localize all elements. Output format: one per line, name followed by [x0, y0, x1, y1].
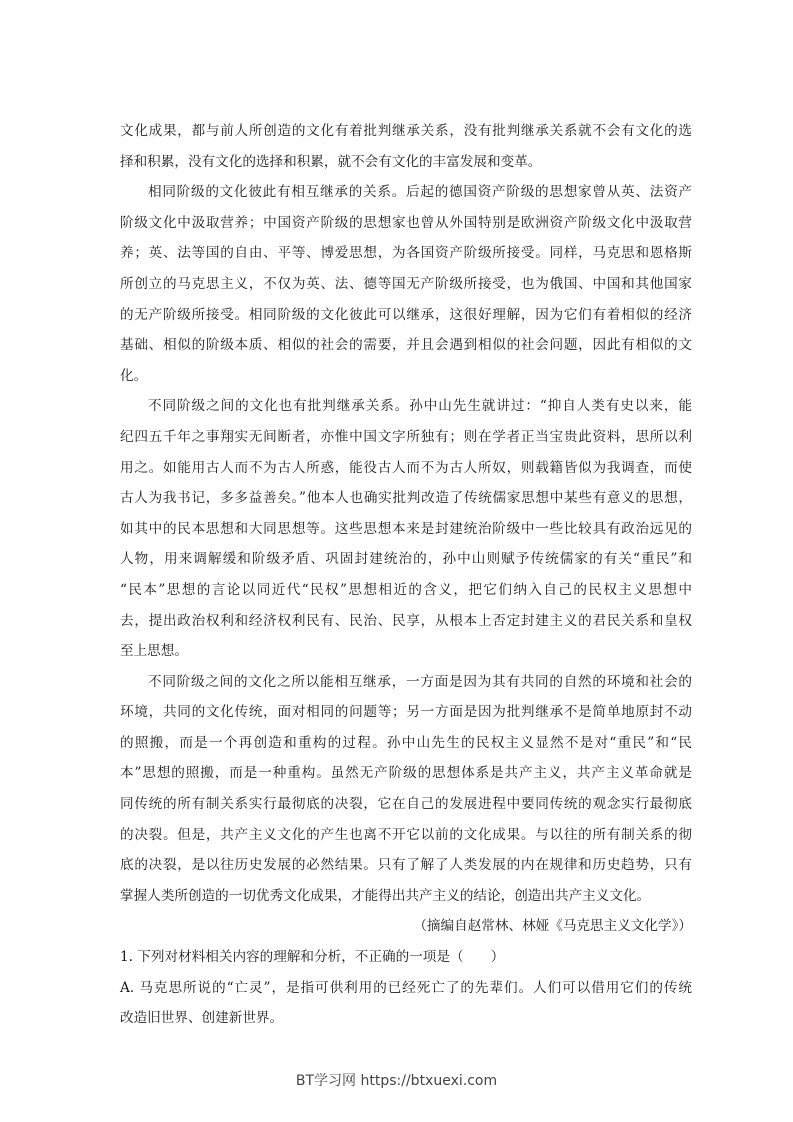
text-line: 古人为我书记，多多益善矣。”他本人也确实批判改造了传统儒家思想中某些有意义的思想，	[120, 490, 692, 507]
text-line: 至上思想。	[120, 643, 188, 660]
footer-watermark: BT学习网 https://btxuexi.com	[295, 1073, 498, 1089]
text-line: 环境，共同的文化传统，面对相同的问题等；另一方面是因为批判继承不是简单地原封不动	[120, 704, 692, 721]
text-line: “民本”思想的言论以同近代“民权”思想相近的含义，把它们纳入自己的民权主义思想中	[120, 581, 692, 598]
document-body	[120, 116, 692, 1034]
paragraph-3	[120, 391, 692, 666]
text-line: 文化成果，都与前人所创造的文化有着批判继承关系，没有批判继承关系就不会有文化的选	[120, 123, 692, 139]
text-line: 相同阶级的文化彼此有相互继承的关系。后起的德国资产阶级的思想家曾从英、法资产	[148, 184, 692, 201]
text-line: 底的决裂，是以往历史发展的必然结果。只有了解了人类发展的内在规律和历史趋势，只有	[120, 857, 692, 874]
text-line: 所创立的马克思主义，不仅为英、法、德等国无产阶级所接受，也为俄国、中国和其他国家	[120, 275, 692, 292]
text-line: A. 马克思所说的“亡灵”，是指可供利用的已经死亡了的先辈们。人们可以借用它们的传统	[120, 979, 692, 996]
text-line: 人物，用来调解缓和阶级矛盾、巩固封建统治的，孙中山则赋予传统儒家的有关“重民”和	[120, 551, 692, 568]
text-line: 阶级文化中汲取营养；中国资产阶级的思想家也曾从外国特别是欧洲资产阶级文化中汲取营	[120, 214, 692, 231]
text-line: 同传统的所有制关系实行最彻底的决裂，它在自己的发展进程中要同传统的观念实行最彻底	[120, 796, 692, 813]
text-line: 的无产阶级所接受。相同阶级的文化彼此可以继承，这很好理解，因为它们有着相似的经济	[120, 306, 692, 323]
text-line: 掌握人类所创造的一切优秀文化成果，才能得出共产主义的结论，创造出共产主义文化。	[120, 887, 651, 904]
option-a	[120, 973, 692, 1034]
text-line: 择和积累，没有文化的选择和积累，就不会有文化的丰富发展和变革。	[120, 153, 542, 170]
question-1: 1. 下列对材料相关内容的理解和分析，不正确的一项是（ ）	[120, 949, 505, 966]
text-line: 纪四五千年之事翔实无间断者，亦惟中国文字所独有；则在学者正当宝贵此资料，思所以利	[120, 428, 692, 445]
paragraph-2	[120, 177, 692, 391]
text-line: 如其中的民本思想和大同思想等。这些思想本来是封建统治阶级中一些比较具有政治远见的	[120, 520, 692, 537]
text-line: 不同阶级之间的文化也有批判继承关系。孙中山先生就讲过：“抑自人类有史以来，能	[148, 398, 692, 415]
text-line: 用之。如能用古人而不为古人所惑，能役古人而不为古人所奴，则载籍皆似为我调查，而使	[120, 459, 692, 476]
text-line: 不同阶级之间的文化之所以能相互继承，一方面是因为其有共同的自然的环境和社会的	[148, 673, 692, 690]
text-line: 养；英、法等国的自由、平等、博爱思想，为各国资产阶级所接受。同样，马克思和恩格斯	[120, 245, 692, 262]
source-citation: （摘编自赵常林、林娅《马克思主义文化学》）	[413, 918, 692, 935]
text-line: 的照搬，而是一个再创造和重构的过程。孙中山先生的民权主义显然不是对“重民”和“民	[120, 734, 692, 751]
paragraph-4	[120, 667, 692, 912]
text-line: 去，提出政治权利和经济权利民有、民治、民享，从根本上否定封建主义的君民关系和皇权	[120, 612, 692, 629]
text-line: 基础、相似的阶级本质、相似的社会的需要，并且会遇到相似的社会问题，因此有相似的文	[120, 337, 692, 354]
text-line: 本”思想的照搬，而是一种重构。虽然无产阶级的思想体系是共产主义，共产主义革命就是	[120, 765, 692, 782]
paragraph-1	[120, 116, 692, 177]
text-line: 改造旧世界、创建新世界。	[120, 1010, 284, 1027]
text-line: 化。	[120, 367, 148, 384]
text-line: 的决裂。但是，共产主义文化的产生也离不开它以前的文化成果。与以往的所有制关系的彻	[120, 826, 692, 843]
